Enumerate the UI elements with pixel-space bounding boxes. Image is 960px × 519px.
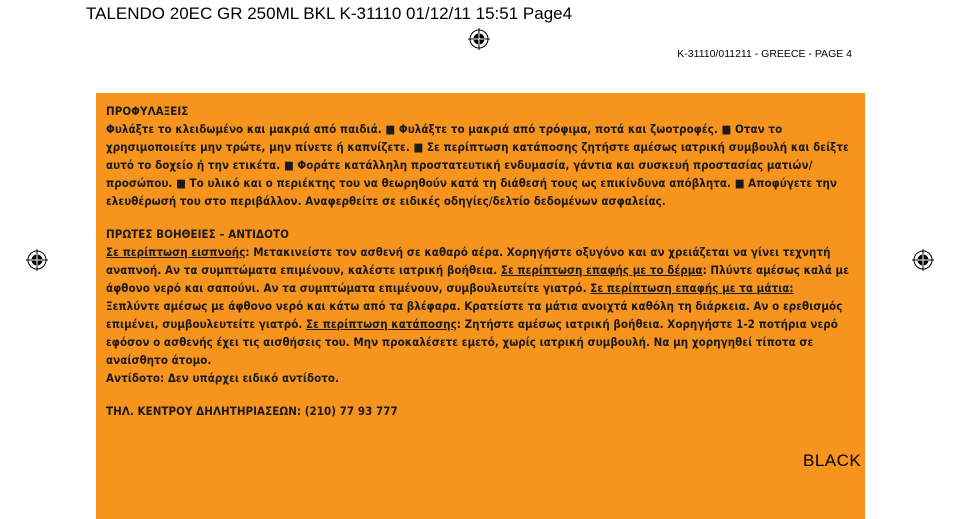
eyes-text: Ξεπλύντε αμέσως με άφθονο νερό και κάτω από τα βλέφαρα. Κρατείστε τα μάτια ανοιχτά καθόλη τη διάρκεια. Αν ο ερεθισμός επιμένει, συμβουλευτείτε γιατρό. — [106, 299, 843, 331]
antidote-text: Αντίδοτο: Δεν υπάρχει ειδικό αντίδοτο. — [106, 371, 340, 385]
poison-center-section — [106, 402, 850, 420]
first-aid-title: ΠΡΩΤΕΣ ΒΟΗΘΕΙΕΣ – ΑΝΤΙΔΟΤΟ — [106, 227, 289, 241]
inhalation-text: : Μετακινείστε τον ασθενή σε καθαρό αέρα. Χορηγήστε οξυγόνο και αν χρειάζεται να γίνει τεχνητή αναπνοή. Αν τα συμπτώματα επιμένουν, καλέστε ιατρική βοήθεια. — [106, 245, 831, 277]
inhalation-lead: Σε περίπτωση εισπνοής — [106, 245, 246, 259]
registration-mark-top-icon — [468, 28, 490, 50]
first-aid-section — [106, 225, 850, 387]
label-text — [106, 102, 850, 435]
print-slug: TALENDO 20EC GR 250ML BKL K-31110 01/12/11 15:51 Page4 — [86, 4, 573, 23]
color-bar-label: BLACK — [803, 451, 862, 467]
precautions-section — [106, 102, 850, 210]
ingestion-text: : Ζητήστε αμέσως ιατρική βοήθεια. Χορηγήστε 1-2 ποτήρια νερό εφόσον ο ασθενής έχει τις αισθήσεις του. Μην προκαλέσετε εμετό, χωρίς ιατρική συμβουλή. Να μη χορηγηθεί τίποτα σε αναίσθητο άτομο. — [106, 317, 838, 367]
precautions-text: Φυλάξτε το κλειδωμένο και μακριά από παιδιά. ■ Φυλάξτε το μακριά από τρόφιμα, ποτά και ζωοτροφές. ■ Οταν το χρησιμοποιείτε μην τρώτε, μην πίνετε ή καπνίζετε. ■ Σε περίπτωση κατάποσης ζητήστε αμέσως ιατρική συμβουλή και δείξτε αυτό το δοχείο ή την ετικέτα. ■ Φοράτε κατάλληλη προστατευτική ενδυμασία, γάντια και συσκευή προστασίας ματιών/προσώπου. ■ Το υλικό και ο περιέκτης του να θεωρηθούν κατά τη διάθεσή τους ως επικίνδυνα απόβλητα. ■ Αποφύγετε την ελευθέρωσή του στο περιβάλλον. Αναφερθείτε σε ειδικές οδηγίες/δελτίο δεδομένων ασφαλείας. — [106, 122, 849, 208]
registration-mark-left-icon — [26, 249, 48, 271]
ingestion-lead: Σε περίπτωση κατάποσης — [306, 317, 457, 331]
skin-text: : Πλύντε αμέσως καλά με άφθονο νερό και σαπούνι. Αν τα συμπτώματα επιμένουν, συμβουλευτείτε γιατρό. — [106, 263, 850, 295]
skin-lead: Σε περίπτωση επαφής με το δέρμα — [500, 263, 703, 277]
poison-center-phone: ΤΗΛ. ΚΕΝΤΡΟΥ ΔΗΛΗΤΗΡΙΑΣΕΩΝ: (210) 77 93 777 — [106, 404, 398, 418]
eyes-lead: Σε περίπτωση επαφής με τα μάτια: — [590, 281, 794, 295]
label-panel — [96, 93, 865, 519]
registration-mark-right-icon — [912, 249, 934, 271]
page-code: K-31110/011211 - GREECE - PAGE 4 — [677, 48, 852, 60]
precautions-title: ΠΡΟΦΥΛΑΞΕΙΣ — [106, 104, 189, 118]
